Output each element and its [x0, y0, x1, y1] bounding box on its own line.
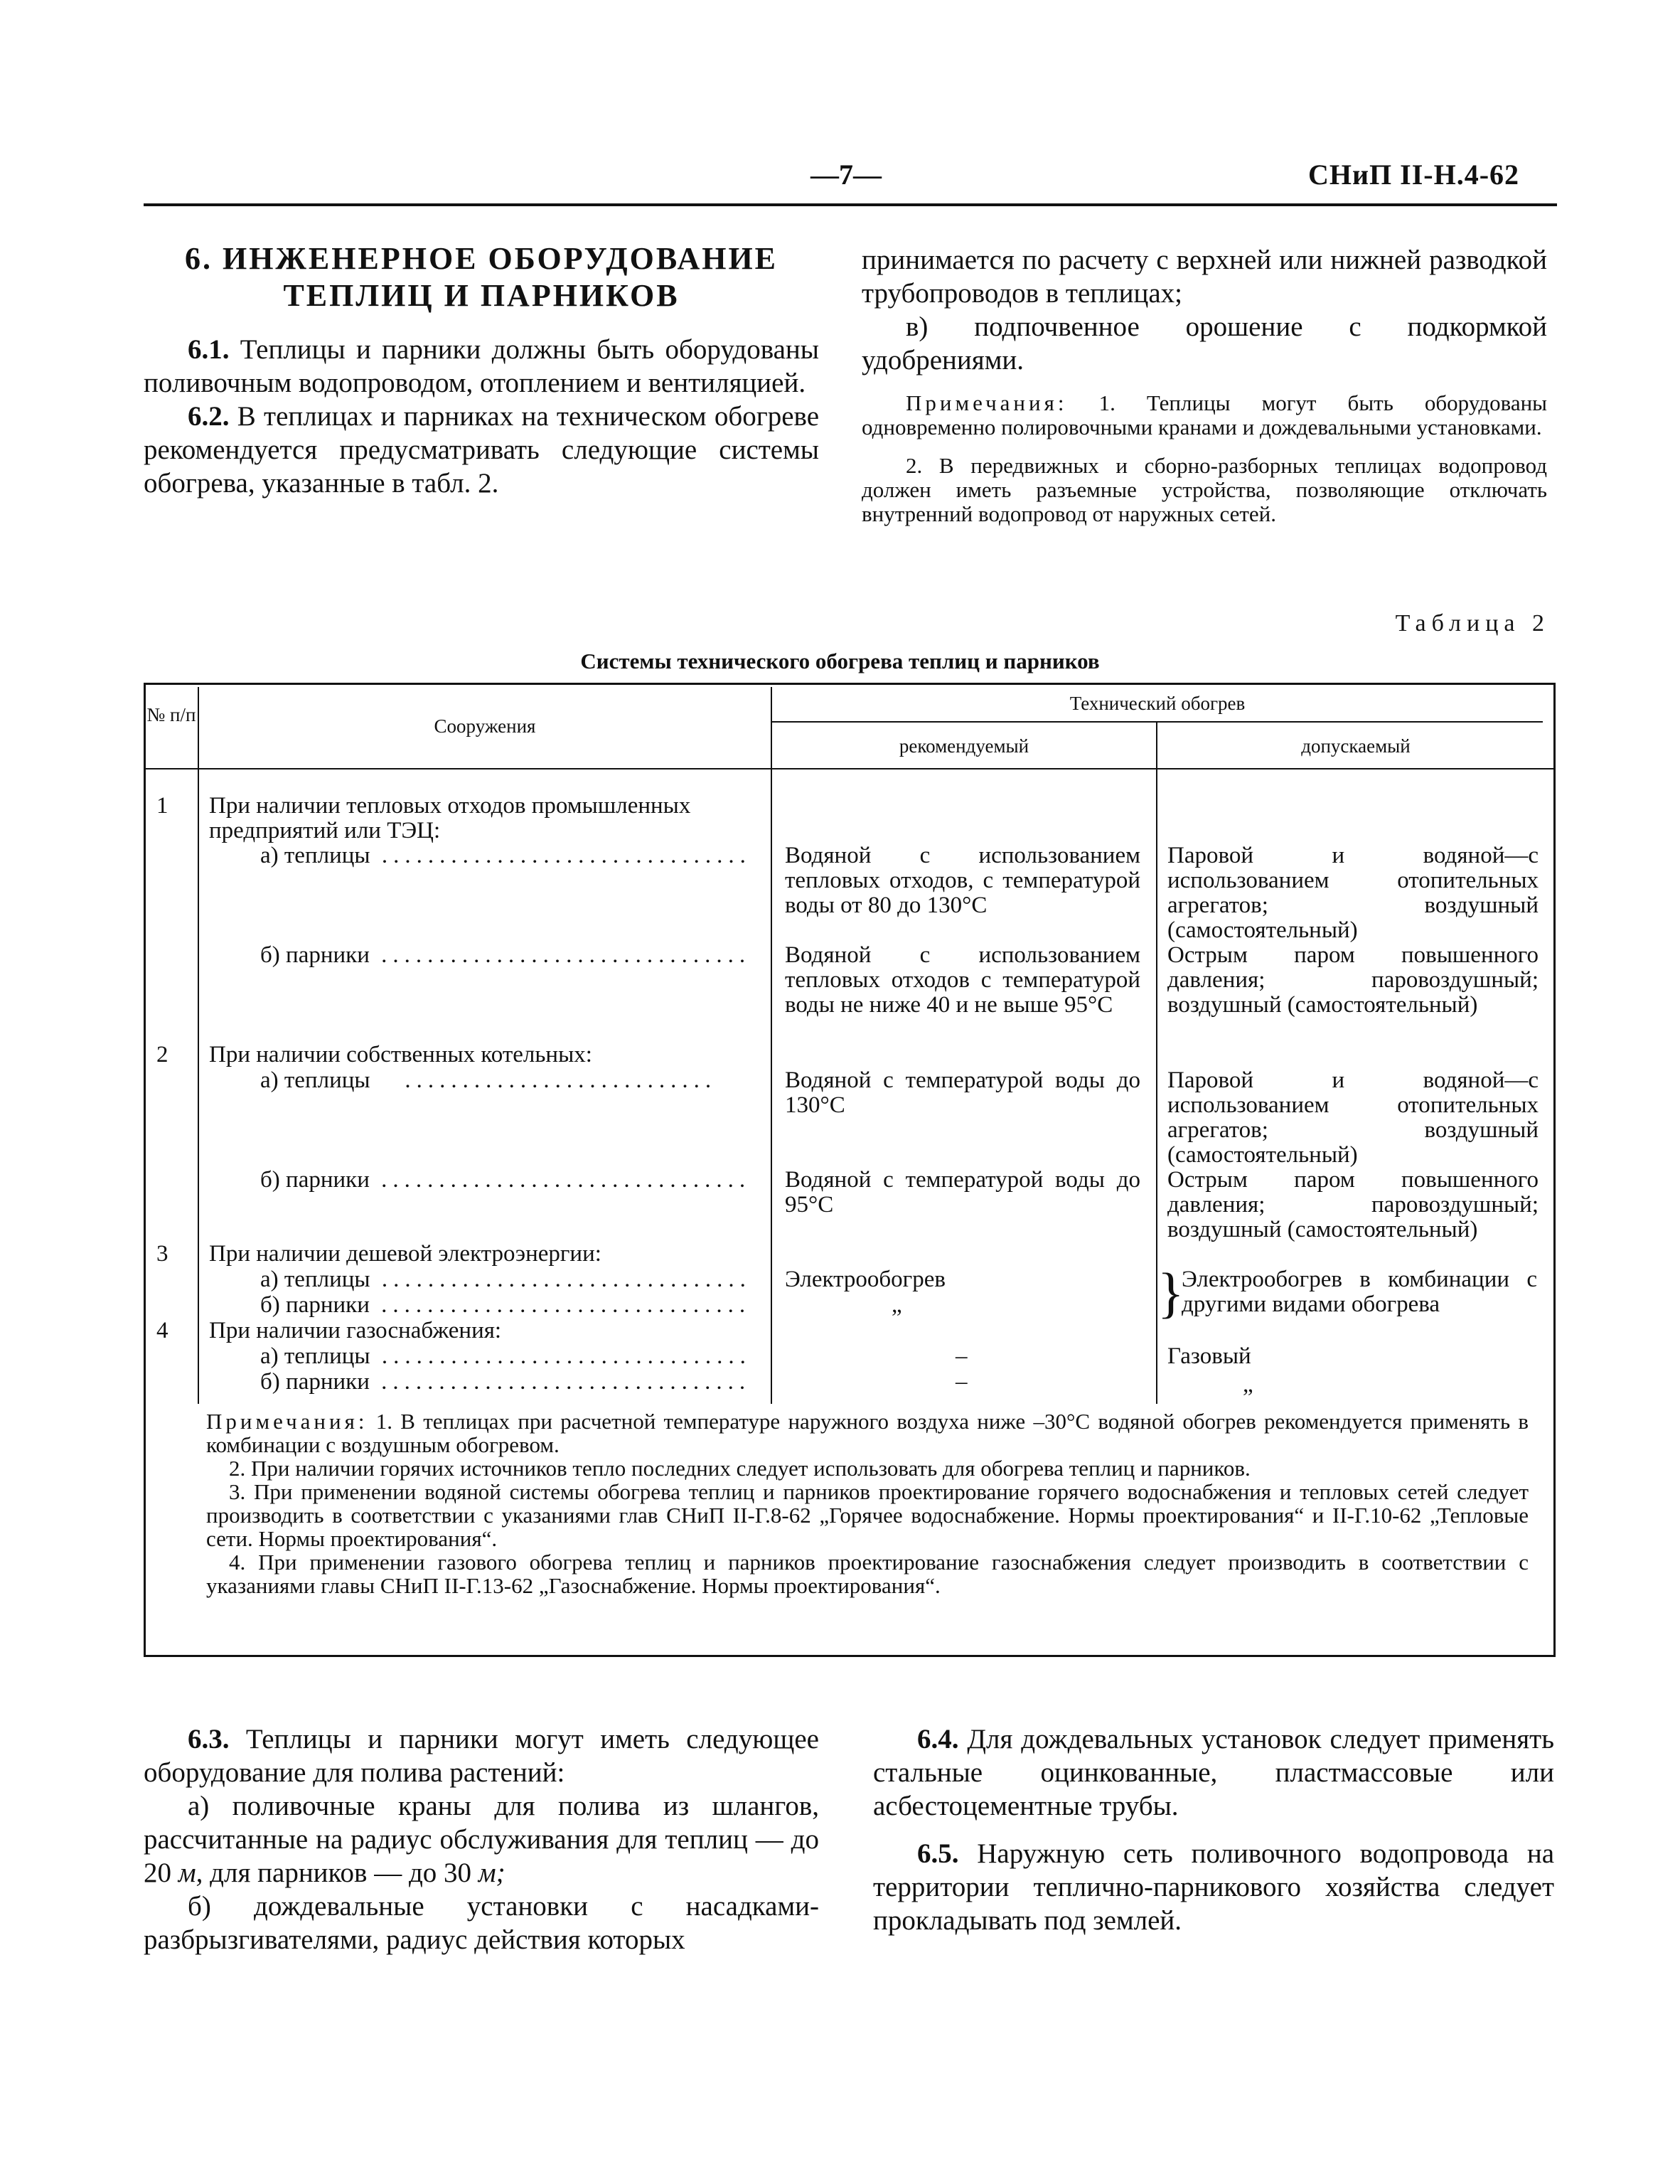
row1-b-label: б) парники ................................ [260, 942, 751, 968]
row3-a-recommended: Электрообогрев [785, 1267, 946, 1292]
left-column-bottom [144, 1722, 819, 1956]
header-rule [144, 203, 1557, 206]
row1-b-recommended: Водяной с использованием тепловых отходов с температурой воды не ниже 40 и не выше 95°С [785, 942, 1140, 1018]
row3-a-label: а) теплицы ................................ [260, 1267, 751, 1292]
head-allowed: допускаемый [1301, 735, 1411, 757]
right-column-top [862, 243, 1547, 526]
col-rule-structures [771, 687, 772, 1404]
page-number: —7— [810, 159, 882, 191]
item-a: а) поливочные краны для полива из шлангов, рассчитанные на радиус обслуживания для теплиц — до 20 м, для парников — до 30 м; [144, 1791, 819, 1888]
row3-brace: } [1157, 1262, 1184, 1323]
table-notes [206, 1410, 1529, 1597]
head-num: № п/п [146, 704, 196, 725]
row2-b-label: б) парники ................................ [260, 1167, 751, 1193]
note-1: Примечания: 1. Теплицы могут быть оборудованы одновременно полировочными кранами и дождевальными установками. [862, 390, 1548, 440]
row4-group: При наличии газоснабжения: [209, 1318, 502, 1343]
head-rule-upper [771, 721, 1543, 723]
row2-a-label: а) теплицы ........................... [260, 1067, 717, 1093]
head-rule-lower [145, 768, 1554, 769]
row4-b-label: б) парники ................................ [260, 1369, 751, 1395]
table-note-1: Примечания: 1. В теплицах при расчетной температуре наружного воздуха ниже –30°С водяной обогрев рекомендуется применять в комбинации с воздушным обогревом. [206, 1409, 1529, 1457]
paragraph-6-4: 6.4. Для дождевальных установок следует применять стальные оцинкованные, пластмассовые или асбестоцементные трубы. [873, 1724, 1555, 1821]
row1-a-label: а) теплицы ................................ [260, 843, 751, 868]
row2-b-recommended: Водяной с температурой воды до 95°С [785, 1167, 1140, 1218]
right-column-bottom [873, 1722, 1554, 1937]
row2-group: При наличии собственных котельных: [209, 1042, 592, 1067]
document-code: СНиП II-Н.4-62 [1308, 159, 1520, 191]
row3-b-label: б) парники ................................ [260, 1292, 751, 1318]
row4-b-allowed: „ [1243, 1372, 1253, 1397]
left-column-top [144, 240, 819, 500]
row3-b-recommended: „ [892, 1292, 902, 1318]
row1-a-recommended: Водяной с использованием тепловых отходов, с температурой воды от 80 до 130°С [785, 843, 1140, 918]
row1-num: 1 [156, 793, 168, 819]
row1-a-allowed: Паровой и водяной—с использованием отопительных агрегатов; воздушный (самостоятельный) [1167, 843, 1539, 943]
row4-num: 4 [156, 1318, 168, 1343]
head-structures: Сооружения [434, 715, 536, 737]
note-2: 2. В передвижных и сборно-разборных теплицах водопровод должен иметь разъемные устройства, позволяющие отключать внутренний водопровод от наружных сетей. [862, 453, 1547, 526]
row1-group: При наличии тепловых отходов промышленных предприятий или ТЭЦ: [209, 793, 691, 843]
section-title: 6. ИНЖЕНЕРНОЕ ОБОРУДОВАНИЕ ТЕПЛИЦ И ПАРНИКОВ [184, 241, 779, 313]
row2-b-allowed: Острым паром повышенного давления; паровоздушный; воздушный (самостоятельный) [1167, 1167, 1539, 1242]
table-note-2: 2. При наличии горячих источников тепло последних следует использовать для обогрева теплиц и парников. [229, 1456, 1251, 1481]
paragraph-continuation: принимается по расчету с верхней или нижней разводкой трубопроводов в теплицах; [862, 245, 1547, 309]
row3-group: При наличии дешевой электроэнергии: [209, 1241, 601, 1267]
table-note-3: 3. При применении водяной системы обогрева теплиц и парников проектирование горячего водоснабжения и тепловых сетей следует производить в соответствии с указаниями глав СНиП II-Г.8-62 „Горячее водоснабжение. Нормы проектирования“ и II-Г.10-62 „Тепловые сети. Нормы проектирования“. [206, 1479, 1529, 1551]
table-note-4: 4. При применении газового обогрева теплиц и парников проектирование газоснабжения следует производить в соответствии с указаниями главы СНиП II-Г.13-62 „Газоснабжение. Нормы проектирования“. [206, 1550, 1529, 1598]
col-rule-num [198, 687, 199, 1404]
row3-num: 3 [156, 1241, 168, 1267]
row1-b-allowed: Острым паром повышенного давления; паровоздушный; воздушный (самостоятельный) [1167, 942, 1539, 1018]
row3-ab-allowed: Электрообогрев в комбинации с другими видами обогрева [1182, 1267, 1537, 1317]
row2-num: 2 [156, 1042, 168, 1067]
row4-a-allowed: Газовый [1167, 1343, 1251, 1369]
row2-a-recommended: Водяной с температурой воды до 130°С [785, 1067, 1140, 1118]
table-number: Таблица 2 [1395, 610, 1550, 636]
item-v: в) подпочвенное орошение с подкормкой удобрениями. [862, 311, 1547, 375]
head-recommended: рекомендуемый [899, 735, 1029, 757]
row4-a-label: а) теплицы ................................ [260, 1343, 751, 1369]
paragraph-6-2: 6.2. В теплицах и парниках на техническом обогреве рекомендуется предусматривать следующие системы обогрева, указанные в табл. 2. [144, 401, 820, 499]
paragraph-6-5: 6.5. Наружную сеть поливочного водопровода на территории теплично-парникового хозяйства следует прокладывать под землей. [873, 1838, 1554, 1936]
item-b: б) дождевальные установки с насадками-разбрызгивателями, радиус действия которых [144, 1891, 819, 1955]
row2-a-allowed: Паровой и водяной—с использованием отопительных агрегатов; воздушный (самостоятельный) [1167, 1067, 1539, 1168]
head-heating: Технический обогрев [1069, 693, 1246, 714]
table-title: Системы технического обогрева теплиц и парников [580, 649, 1100, 673]
row4-b-recommended: – [956, 1369, 968, 1395]
paragraph-6-1: 6.1. Теплицы и парники должны быть оборудованы поливочным водопроводом, отоплением и вентиляцией. [144, 334, 819, 398]
row4-a-recommended: – [956, 1343, 968, 1369]
paragraph-6-3: 6.3. Теплицы и парники могут иметь следующее оборудование для полива растений: [144, 1724, 819, 1788]
